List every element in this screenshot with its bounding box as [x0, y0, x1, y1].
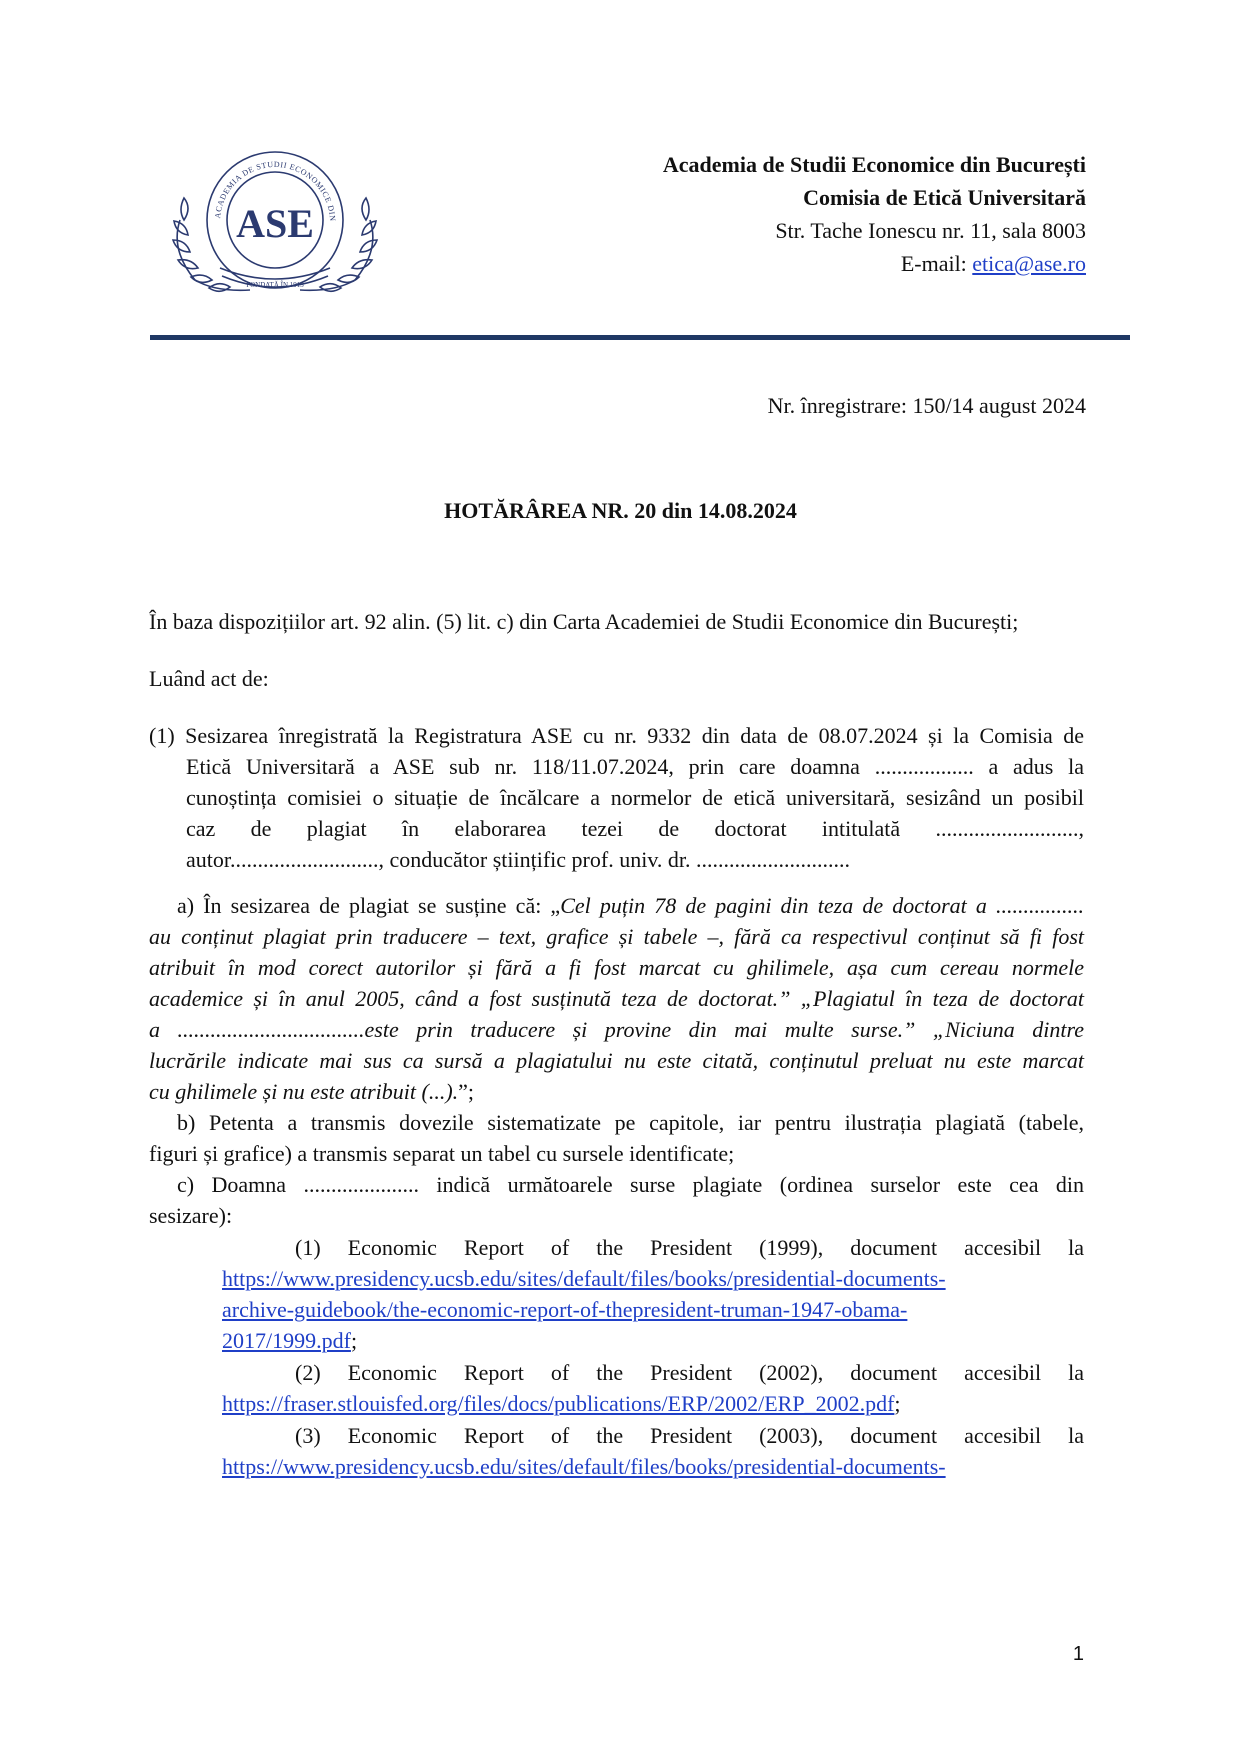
header-divider: [150, 335, 1130, 340]
source-1-url[interactable]: [222, 1325, 1084, 1356]
source-3: [222, 1420, 1084, 1482]
point-b-paragraph: [149, 1107, 1084, 1169]
point-a-prefix: a) În sesizarea de plagiat se susține că: „: [177, 893, 561, 918]
logo-monogram: ASE: [236, 201, 314, 246]
email-label: E-mail:: [900, 251, 973, 276]
email-line: [663, 247, 1086, 280]
point-b-line: b) Petenta a transmis dovezile sistematizate pe capitole, iar pentru ilustrația plagiată (tabele,: [177, 1110, 1084, 1135]
source-3-url-line[interactable]: https://www.presidency.ucsb.edu/sites/default/files/books/presidential-documents-: [222, 1454, 946, 1479]
source-1-url[interactable]: [222, 1263, 1084, 1294]
point-a-line: [149, 1014, 1084, 1045]
source-3-url[interactable]: [222, 1451, 1084, 1482]
ase-seal-graphic: [160, 140, 390, 300]
ase-logo: [160, 140, 390, 300]
point-a-line: lucrările indicate mai sus ca sursă a plagiatului nu este citată, conținutul preluat nu este marcat: [149, 1048, 1084, 1073]
point-a-line: [149, 1076, 1084, 1107]
source-1-url-line[interactable]: 2017/1999.pdf: [222, 1328, 351, 1353]
item-1-line: Etică Universitară a ASE sub nr. 118/11.07.2024, prin care doamna .................. a adus la: [186, 754, 1084, 779]
source-1-end: ;: [350, 1328, 358, 1353]
point-c-line: c) Doamna ..................... indică următoarele surse plagiate (ordinea surselor este cea din: [177, 1172, 1084, 1197]
email-link[interactable]: etica@ase.ro: [972, 251, 1086, 276]
point-c-paragraph: [149, 1169, 1084, 1231]
point-a-quote: este prin traducere și provine din mai multe surse.: [364, 1017, 904, 1042]
source-2-url[interactable]: [222, 1388, 1084, 1419]
point-b-line: figuri și grafice) a transmis separat un tabel cu sursele identificate;: [149, 1141, 735, 1166]
item-1-line: (1) Sesizarea înregistrată la Registratura ASE cu nr. 9332 din data de 08.07.2024 și la Comisia de: [149, 723, 1084, 748]
source-2: [222, 1357, 1084, 1419]
intro-text: În baza dispozițiilor art. 92 alin. (5) lit. c) din Carta Academiei de Studii Economice din București;: [149, 609, 1019, 634]
point-a-line: [149, 890, 1084, 921]
item-1-line: cunoștința comisiei o situație de încălcare a normelor de etică universitară, sesizând un posibil: [186, 785, 1084, 810]
address: Str. Tache Ionescu nr. 11, sala 8003: [775, 218, 1086, 243]
source-1: [222, 1232, 1084, 1356]
point-a-quote: ” „Plagiatul în teza de doctorat: [778, 986, 1084, 1011]
source-2-end: ;: [894, 1391, 901, 1416]
source-2-url-line[interactable]: https://fraser.stlouisfed.org/files/docs/publications/ERP/2002/ERP_2002.pdf: [222, 1391, 895, 1416]
commission-name: Comisia de Etică Universitară: [803, 185, 1086, 210]
logo-founded-text: FONDATĂ ÎN 1913: [246, 281, 304, 289]
document-title: HOTĂRÂREA NR. 20 din 14.08.2024: [444, 498, 797, 523]
institution-name: Academia de Studii Economice din București: [662, 152, 1086, 177]
intro-paragraph: [149, 606, 1084, 637]
point-a-quote: ” „Niciuna dintre: [903, 1017, 1085, 1042]
item-1-line: autor..........................., conducător științific prof. univ. dr. ............................: [186, 847, 850, 872]
source-3-text: (3) Economic Report of the President (2003), document accesibil la: [295, 1423, 1084, 1448]
luand-act: [149, 663, 1084, 694]
point-a-line: [149, 983, 1084, 1014]
point-a-quote: cu ghilimele și nu este atribuit (...).: [149, 1079, 459, 1104]
registration-number: Nr. înregistrare: 150/14 august 2024: [767, 393, 1086, 418]
source-1-url[interactable]: [222, 1294, 1084, 1325]
source-2-text: (2) Economic Report of the President (2002), document accesibil la: [295, 1360, 1084, 1385]
point-a-quote: Cel puțin 78 de pagini din teza de doctorat a ................: [560, 893, 1084, 918]
point-a-paragraph: [149, 890, 1084, 1107]
point-a-quote: academice și în anul 2005, când a fost susținută teza de doctorat.: [149, 986, 779, 1011]
point-a-end: ”;: [458, 1079, 475, 1104]
header-block: [663, 148, 1086, 280]
point-a-line: au conținut plagiat prin traducere – text, grafice și tabele –, fără ca respectivul conținut să fi fost: [149, 924, 1084, 949]
item-1-line: caz de plagiat în elaborarea tezei de doctorat intitulată ..........................,: [186, 816, 1084, 841]
point-c-line: sesizare):: [149, 1203, 233, 1228]
item-1-paragraph: [149, 720, 1084, 875]
logo-ring-text: ACADEMIA DE STUDII ECONOMICE DIN: [213, 159, 338, 222]
source-1-url-line[interactable]: archive-guidebook/the-economic-report-of-thepresident-truman-1947-obama-: [222, 1297, 908, 1322]
luand-act-text: Luând act de:: [149, 666, 269, 691]
page-number: 1: [1072, 1643, 1084, 1665]
point-a-line: atribuit în mod corect autorilor și fără a fi fost marcat cu ghilimele, așa cum cereau normele: [149, 955, 1084, 980]
point-a-quote: a ..................................: [149, 1017, 365, 1042]
source-1-url-line[interactable]: https://www.presidency.ucsb.edu/sites/default/files/books/presidential-documents-: [222, 1266, 946, 1291]
source-1-text: (1) Economic Report of the President (1999), document accesibil la: [295, 1235, 1084, 1260]
